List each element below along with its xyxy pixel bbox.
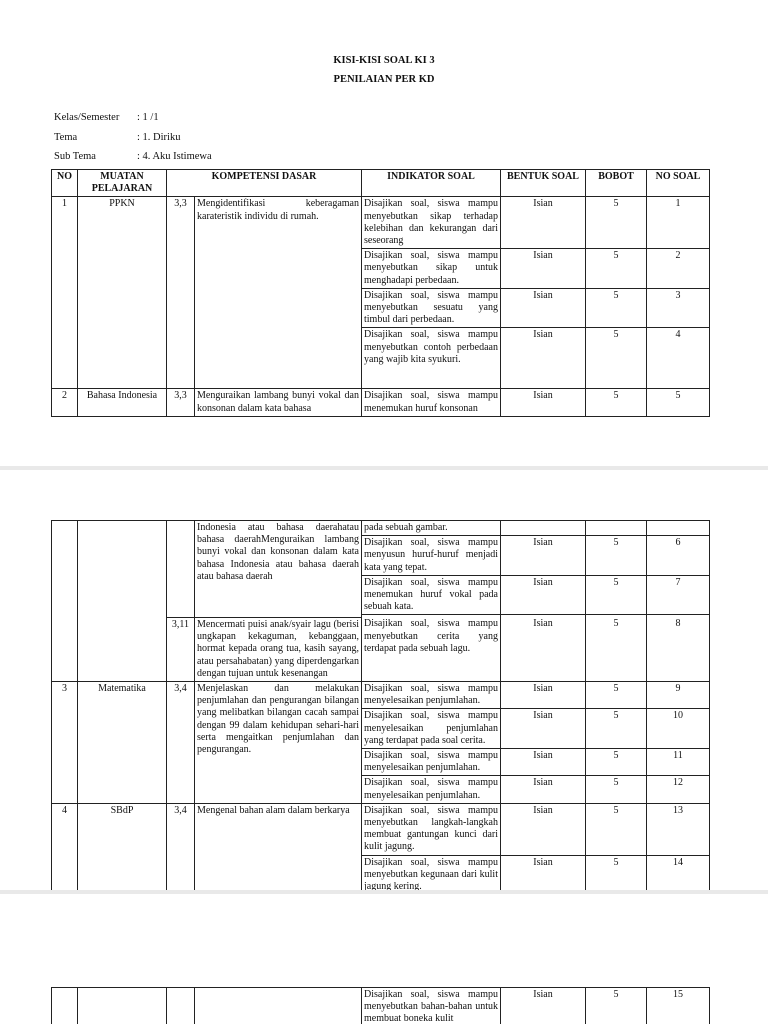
- kd-number: 3,3: [167, 389, 195, 416]
- indikator: Disajikan soal, siswa mampu menyebutkan kegunaan dari kulit jagung kering.: [362, 855, 501, 890]
- indikator: Disajikan soal, siswa mampu menyebutkan sikap terhadap kelebihan dan kekurangan dari seseorang: [362, 197, 501, 249]
- page-3: [0, 894, 768, 1024]
- header-muatan: MUATAN PELAJARAN: [78, 170, 167, 197]
- kd-number: 3,4: [167, 681, 195, 803]
- bentuk-soal: Isian: [501, 288, 586, 328]
- indikator: Disajikan soal, siswa mampu menyelesaikan penjumlahan.: [362, 748, 501, 775]
- no-soal: 9: [647, 681, 710, 708]
- kd-text-empty: [195, 988, 362, 1024]
- row-muatan: Bahasa Indonesia: [78, 389, 167, 416]
- no-soal: 12: [647, 776, 710, 803]
- kd-number: 3,3: [167, 197, 195, 389]
- no-soal: 8: [647, 617, 710, 681]
- no-soal: 13: [647, 803, 710, 855]
- kd-text: Menguraikan lambang bunyi vokal dan konsonan dalam kata bahasa: [195, 389, 362, 416]
- row-muatan: PPKN: [78, 197, 167, 389]
- meta-value: : 4. Aku Istimewa: [137, 151, 212, 162]
- page-2: [0, 470, 768, 890]
- bobot: 5: [586, 575, 647, 615]
- bentuk-soal: Isian: [501, 617, 586, 681]
- row-no-empty: [52, 521, 78, 682]
- bentuk-soal: Isian: [501, 681, 586, 708]
- table-row: [52, 521, 710, 536]
- table-row: [52, 988, 710, 1024]
- kd-number-empty: [167, 988, 195, 1024]
- bobot: 5: [586, 288, 647, 328]
- bobot: 5: [586, 748, 647, 775]
- indikator: Disajikan soal, siswa mampu menemukan huruf konsonan: [362, 389, 501, 416]
- no-soal: 6: [647, 536, 710, 576]
- no-soal: 15: [647, 988, 710, 1024]
- bentuk-soal: Isian: [501, 709, 586, 749]
- row-muatan: SBdP: [78, 803, 167, 890]
- kd-number-empty: [167, 521, 195, 618]
- bentuk-soal-empty: [501, 521, 586, 536]
- bobot: 5: [586, 988, 647, 1024]
- header-kompetensi: KOMPETENSI DASAR: [167, 170, 362, 197]
- indikator: Disajikan soal, siswa mampu menyusun huruf-huruf menjadi kata yang tepat.: [362, 536, 501, 576]
- bobot: 5: [586, 617, 647, 681]
- meta-label: Sub Tema: [54, 151, 96, 162]
- bobot: 5: [586, 249, 647, 289]
- bobot: 5: [586, 855, 647, 890]
- bentuk-soal: Isian: [501, 389, 586, 416]
- meta-tema: [54, 132, 180, 144]
- no-soal: 3: [647, 288, 710, 328]
- bentuk-soal: Isian: [501, 855, 586, 890]
- table-row: [52, 197, 710, 249]
- bobot: 5: [586, 803, 647, 855]
- row-no: 1: [52, 197, 78, 389]
- meta-label: Tema: [54, 132, 78, 143]
- header-bobot: BOBOT: [586, 170, 647, 197]
- indikator: pada sebuah gambar.: [362, 521, 501, 536]
- bobot: 5: [586, 328, 647, 389]
- indikator: Disajikan soal, siswa mampu menyebutkan langkah-langkah membuat gantungan kunci dari kulit jagung.: [362, 803, 501, 855]
- meta-value: : 1 /1: [137, 112, 159, 123]
- header-no: NO: [52, 170, 78, 197]
- row-no-empty: [52, 988, 78, 1024]
- table-header-row: [52, 170, 710, 197]
- kd-text: Mengidentifikasi keberagaman karateristik individu di rumah.: [195, 197, 362, 389]
- no-soal: 2: [647, 249, 710, 289]
- kd-number: 3,4: [167, 803, 195, 890]
- table-row: [52, 681, 710, 708]
- header-indikator: INDIKATOR SOAL: [362, 170, 501, 197]
- no-soal: 10: [647, 709, 710, 749]
- table-row: [52, 389, 710, 416]
- indikator: Disajikan soal, siswa mampu menyelesaikan penjumlahan yang terdapat pada soal cerita.: [362, 709, 501, 749]
- meta-subtema: [54, 151, 212, 163]
- indikator: Disajikan soal, siswa mampu menyelesaikan penjumlahan.: [362, 681, 501, 708]
- bobot: 5: [586, 681, 647, 708]
- document-subtitle: PENILAIAN PER KD: [333, 74, 435, 85]
- kisi-table-page-1: [51, 169, 710, 417]
- bentuk-soal: Isian: [501, 536, 586, 576]
- kd-text: Menjelaskan dan melakukan penjumlahan dan pengurangan bilangan yang melibatkan bilangan cacah sampai dengan 99 dalam kehidupan sehari-hari serta mengaitkan penjumlahan dan pengurangan.: [195, 681, 362, 803]
- kd-text: Mencermati puisi anak/syair lagu (berisi ungkapan kekaguman, kebanggaan, hormat kepada orang tua, kasih sayang, atau persahabatan) yang diperdengarkan dengan tujuan untuk kesenangan: [195, 617, 362, 681]
- meta-kelas: [54, 112, 159, 124]
- bentuk-soal: Isian: [501, 803, 586, 855]
- kd-text: Mengenal bahan alam dalam berkarya: [195, 803, 362, 890]
- bobot: 5: [586, 389, 647, 416]
- no-soal: 11: [647, 748, 710, 775]
- table-row: [52, 803, 710, 855]
- no-soal: 4: [647, 328, 710, 389]
- indikator: Disajikan soal, siswa mampu menyebutkan sesuatu yang timbul dari perbedaan.: [362, 288, 501, 328]
- bentuk-soal: Isian: [501, 776, 586, 803]
- indikator: Disajikan soal, siswa mampu menemukan huruf vokal pada sebuah kata.: [362, 575, 501, 615]
- bobot: 5: [586, 536, 647, 576]
- no-soal-empty: [647, 521, 710, 536]
- bobot: 5: [586, 709, 647, 749]
- header-no-soal: NO SOAL: [647, 170, 710, 197]
- kd-text: Indonesia atau bahasa daerahatau bahasa daerahMenguraikan lambang bunyi vokal dan konsonan dalam kata bahasa Indonesia atau bahasa daerah atau bahasa daerah: [195, 521, 362, 618]
- bobot-empty: [586, 521, 647, 536]
- meta-label: Kelas/Semester: [54, 112, 120, 123]
- bobot: 5: [586, 197, 647, 249]
- indikator: Disajikan soal, siswa mampu menyebutkan contoh perbedaan yang wajib kita syukuri.: [362, 328, 501, 389]
- bentuk-soal: Isian: [501, 748, 586, 775]
- row-no: 4: [52, 803, 78, 890]
- header-bentuk: BENTUK SOAL: [501, 170, 586, 197]
- no-soal: 1: [647, 197, 710, 249]
- bentuk-soal: Isian: [501, 328, 586, 389]
- no-soal: 14: [647, 855, 710, 890]
- indikator: Disajikan soal, siswa mampu menyebutkan cerita yang terdapat pada sebuah lagu.: [362, 617, 501, 681]
- document-title: KISI-KISI SOAL KI 3: [333, 55, 435, 66]
- row-no: 3: [52, 681, 78, 803]
- row-muatan-empty: [78, 521, 167, 682]
- kd-number: 3,11: [167, 617, 195, 681]
- page-1: [0, 0, 768, 466]
- indikator: Disajikan soal, siswa mampu menyebutkan sikap untuk menghadapi perbedaan.: [362, 249, 501, 289]
- no-soal: 7: [647, 575, 710, 615]
- bentuk-soal: Isian: [501, 197, 586, 249]
- row-no: 2: [52, 389, 78, 416]
- bentuk-soal: Isian: [501, 575, 586, 615]
- bobot: 5: [586, 776, 647, 803]
- row-muatan-empty: [78, 988, 167, 1024]
- no-soal: 5: [647, 389, 710, 416]
- kisi-table-page-2: [51, 520, 710, 890]
- row-muatan: Matematika: [78, 681, 167, 803]
- meta-value: : 1. Diriku: [137, 132, 181, 143]
- kisi-table-page-3: [51, 987, 710, 1024]
- indikator: Disajikan soal, siswa mampu menyebutkan bahan-bahan untuk membuat boneka kulit: [362, 988, 501, 1024]
- indikator: Disajikan soal, siswa mampu menyelesaikan penjumlahan.: [362, 776, 501, 803]
- bentuk-soal: Isian: [501, 988, 586, 1024]
- bentuk-soal: Isian: [501, 249, 586, 289]
